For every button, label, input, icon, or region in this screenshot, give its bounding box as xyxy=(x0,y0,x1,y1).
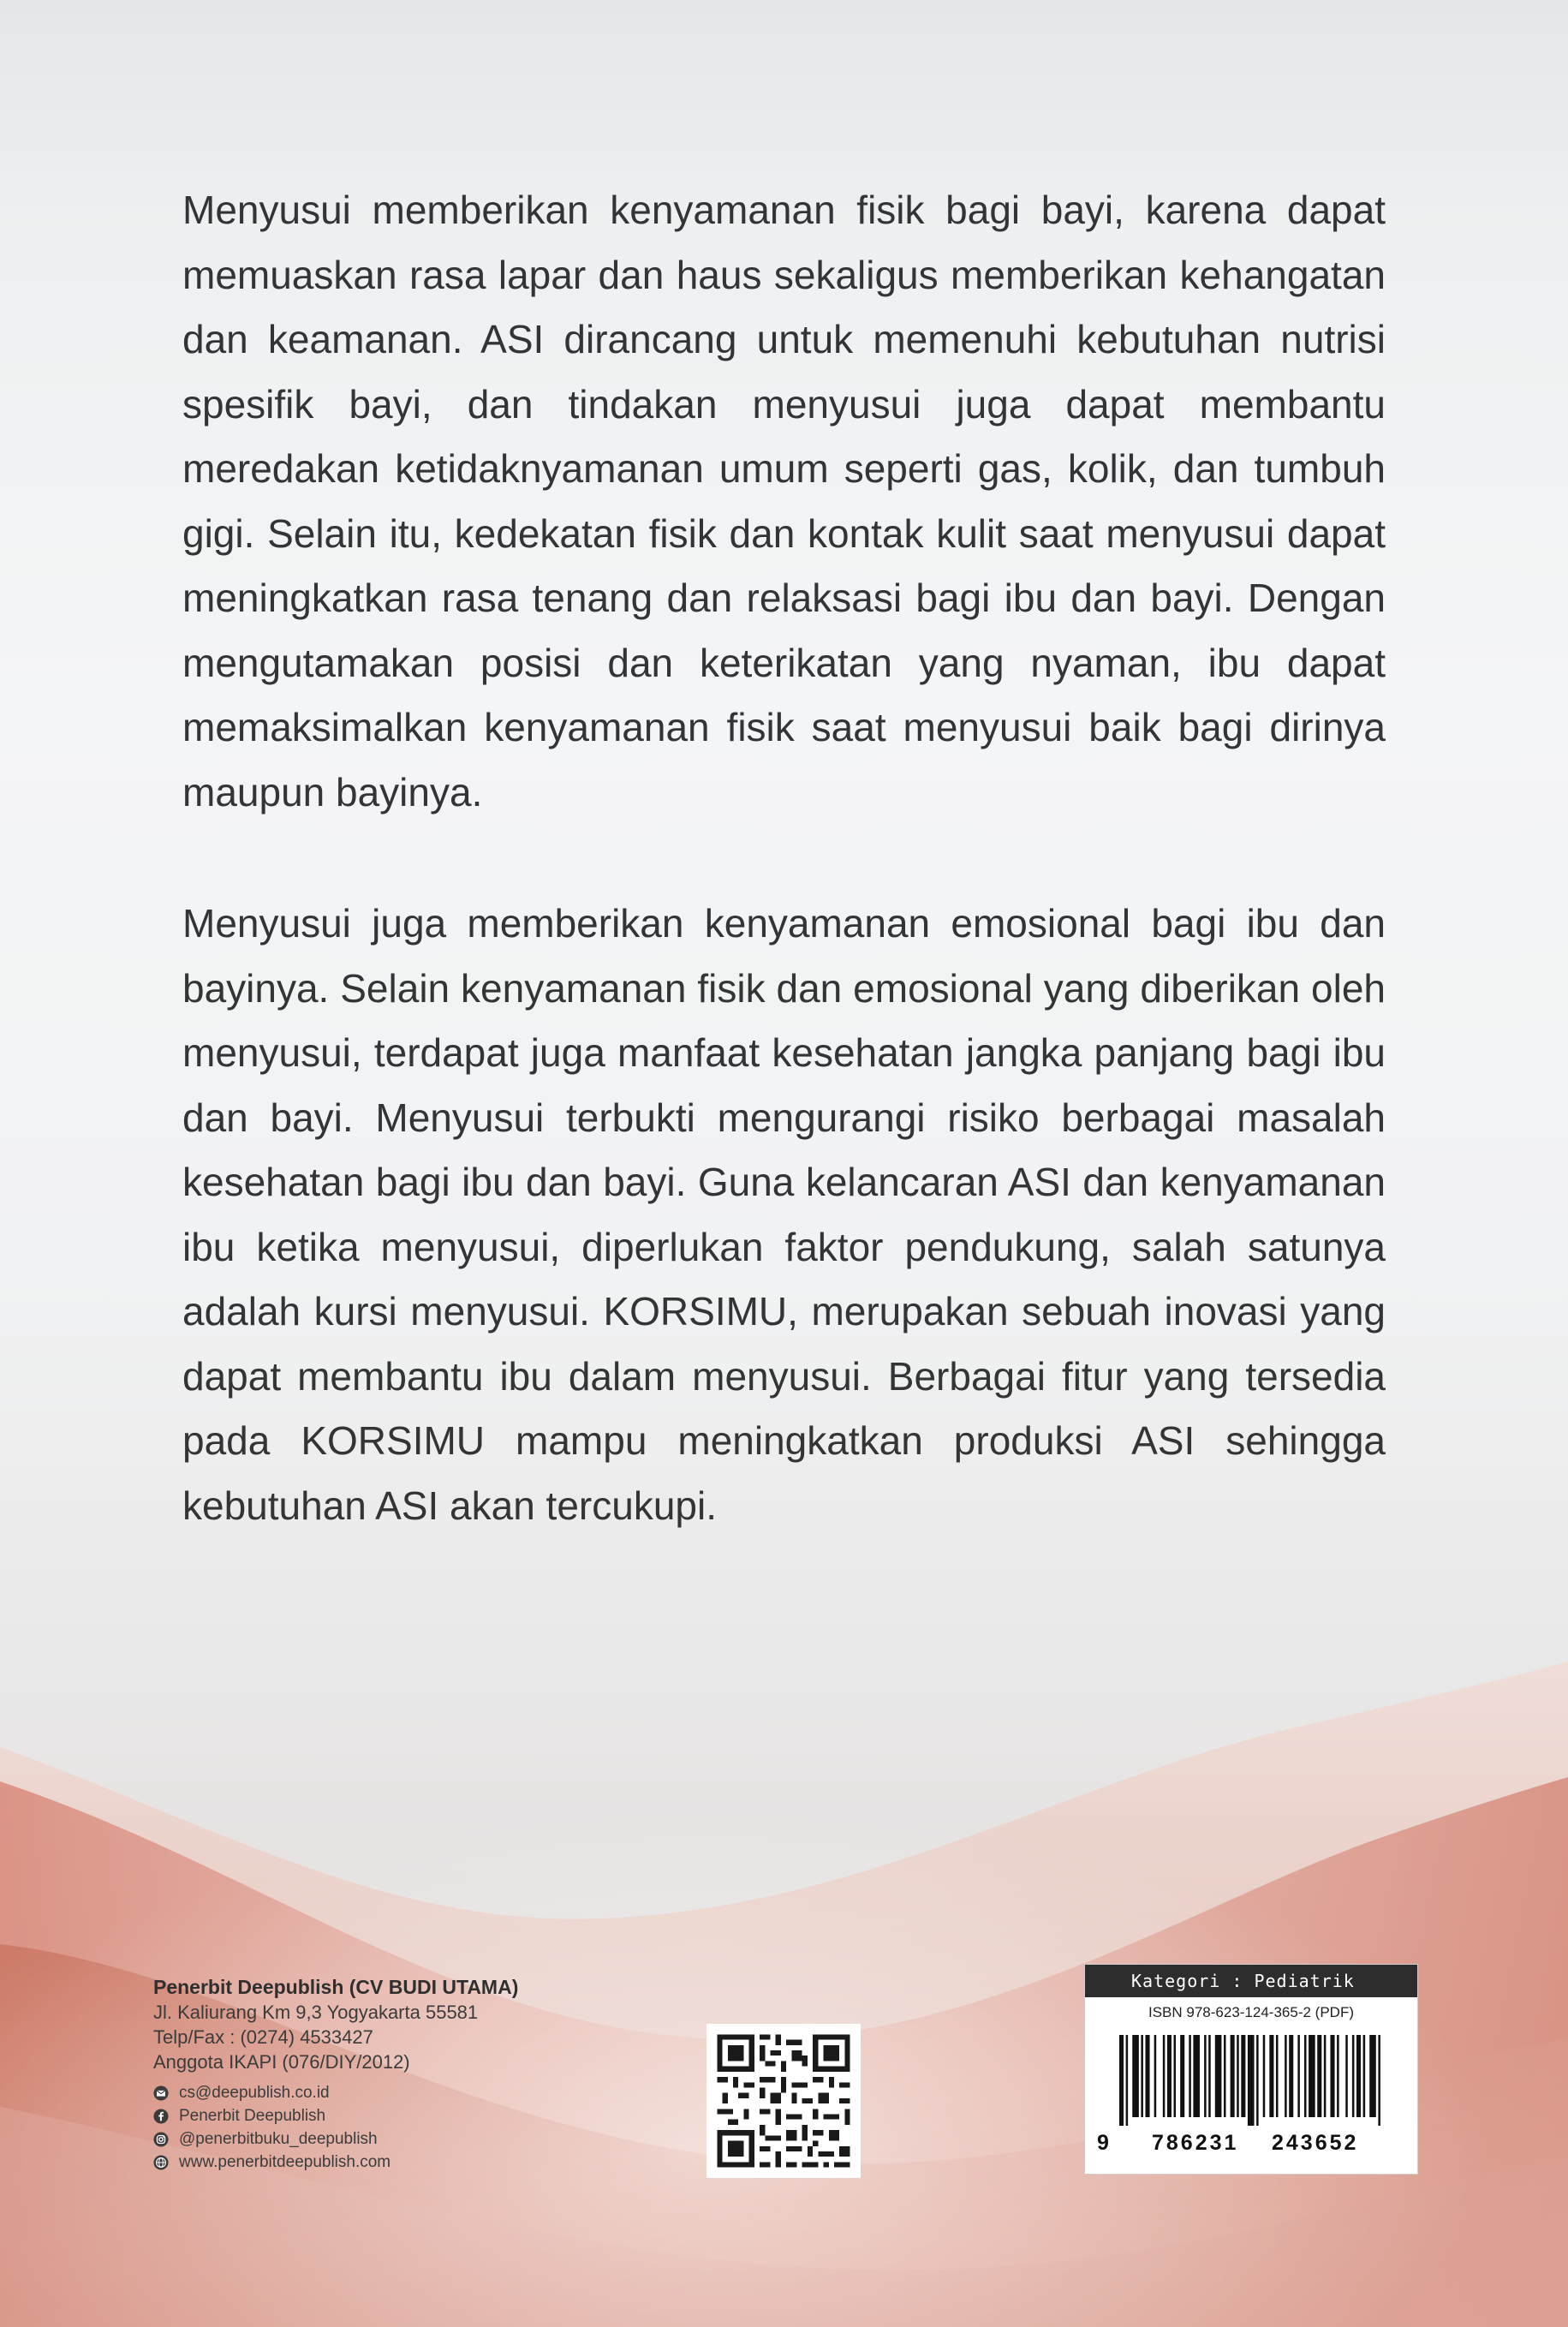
barcode-bar xyxy=(1231,2035,1235,2117)
barcode-bar xyxy=(1189,2035,1191,2117)
contact-facebook-text: Penerbit Deepublish xyxy=(179,2107,326,2125)
barcode-bar xyxy=(1193,2035,1200,2117)
barcode-bar xyxy=(1317,2035,1321,2117)
publisher-address: Jl. Kaliurang Km 9,3 Yogyakarta 55581 xyxy=(153,2002,479,2023)
barcode-bar xyxy=(1276,2035,1279,2117)
barcode xyxy=(1119,2035,1385,2126)
barcode-bar xyxy=(1241,2035,1245,2117)
publisher-member: Anggota IKAPI (076/DIY/2012) xyxy=(153,2051,410,2073)
publisher-contacts xyxy=(153,2081,667,2174)
barcode-bar xyxy=(1256,2035,1259,2126)
barcode-digit-lead: 9 xyxy=(1097,2131,1109,2155)
barcode-bar xyxy=(1304,2035,1307,2117)
barcode-bar xyxy=(1297,2035,1300,2117)
barcode-bar xyxy=(1369,2035,1376,2117)
barcode-digit-group-2: 243652 xyxy=(1272,2131,1359,2155)
barcode-bar xyxy=(1324,2035,1327,2117)
contact-facebook xyxy=(153,2104,667,2127)
contact-email xyxy=(153,2081,667,2104)
barcode-bar xyxy=(1180,2035,1184,2117)
barcode-digit-group-1: 786231 xyxy=(1152,2131,1239,2155)
barcode-bar xyxy=(1330,2035,1334,2117)
barcode-bar xyxy=(1215,2035,1222,2117)
barcode-bar xyxy=(1378,2035,1380,2126)
barcode-bar xyxy=(1145,2035,1149,2117)
barcode-digits xyxy=(1085,2131,1417,2157)
barcode-bar xyxy=(1285,2035,1287,2117)
barcode-bar xyxy=(1363,2035,1366,2117)
contact-website xyxy=(153,2151,667,2174)
publisher-info xyxy=(153,1975,667,2174)
barcode-bar xyxy=(1263,2035,1266,2117)
barcode-bar xyxy=(1345,2035,1348,2117)
barcode-bar xyxy=(1154,2035,1157,2117)
barcode-bar xyxy=(1337,2035,1339,2117)
publisher-name: Penerbit Deepublish (CV BUDI UTAMA) xyxy=(153,1976,519,1998)
blurb-paragraph-2: Menyusui juga memberikan kenyamanan emosional bagi ibu dan bayinya. Selain kenyamanan fisik dan emosional yang diberikan oleh menyusui, terdapat juga manfaat kesehatan jangka panjang bagi ibu dan bayi. Menyusui terbukti mengurangi risiko berbagai masalah kesehatan bagi ibu dan bayi. Guna kelancaran ASI dan kenyamanan ibu ketika menyusui, diperlukan faktor pendukung, salah satunya adalah kursi menyusui. KORSIMU, merupakan sebuah inovasi yang dapat membantu ibu dalam menyusui. Berbagai fitur yang tersedia pada KORSIMU mampu meningkatkan produksi ASI sehingga kebutuhan ASI akan tercukupi. xyxy=(182,901,1386,1528)
barcode-bar xyxy=(1224,2035,1226,2117)
blurb-paragraph-1: Menyusui memberikan kenyamanan fisik bagi bayi, karena dapat memuaskan rasa lapar dan haus sekaligus memberikan kehangatan dan keamanan. ASI dirancang untuk memenuhi kebutuhan nutrisi spesifik bayi, dan tindakan menyusui juga dapat membantu meredakan ketidaknyamanan umum seperti gas, kolik, dan tumbuh gigi. Selain itu, kedekatan fisik dan kontak kulit saat menyusui dapat meningkatkan rasa tenang dan relaksasi bagi ibu dan bayi. Dengan mengutamakan posisi dan keterikatan yang nyaman, ibu dapat memaksimalkan kenyamanan fisik saat menyusui baik bagi dirinya maupun bayinya. xyxy=(182,188,1386,814)
barcode-bar xyxy=(1248,2035,1255,2126)
barcode-bar xyxy=(1309,2035,1315,2117)
barcode-bar xyxy=(1163,2035,1166,2117)
barcode-bar xyxy=(1141,2035,1143,2117)
publisher-phone: Telp/Fax : (0274) 4533427 xyxy=(153,2026,373,2048)
barcode-bar xyxy=(1167,2035,1172,2117)
facebook-icon xyxy=(153,2109,169,2124)
barcode-bar xyxy=(1289,2035,1293,2117)
email-icon xyxy=(153,2085,169,2101)
barcode-bar xyxy=(1132,2035,1139,2117)
barcode-bar xyxy=(1204,2035,1207,2117)
barcode-bar xyxy=(1352,2035,1355,2117)
barcode-bar xyxy=(1269,2035,1273,2117)
instagram-icon xyxy=(153,2132,169,2147)
contact-website-text: www.penerbitdeepublish.com xyxy=(179,2153,391,2171)
back-cover-blurb xyxy=(182,178,1386,1538)
contact-instagram-text: @penerbitbuku_deepublish xyxy=(179,2130,378,2148)
contact-email-text: cs@deepublish.co.id xyxy=(179,2084,330,2102)
isbn-box xyxy=(1085,1965,1417,2174)
barcode-bar xyxy=(1208,2035,1211,2117)
barcode-bar xyxy=(1126,2035,1129,2126)
qr-code xyxy=(706,2024,861,2178)
barcode-bar xyxy=(1174,2035,1177,2117)
barcode-bar xyxy=(1119,2035,1124,2126)
globe-icon xyxy=(153,2155,169,2170)
category-label: Kategori : Pediatrik xyxy=(1085,1965,1417,1997)
contact-instagram xyxy=(153,2127,667,2151)
isbn-number: ISBN 978-623-124-365-2 (PDF) xyxy=(1148,2004,1354,2020)
barcode-bar xyxy=(1356,2035,1361,2117)
barcode-bar xyxy=(1237,2035,1239,2117)
